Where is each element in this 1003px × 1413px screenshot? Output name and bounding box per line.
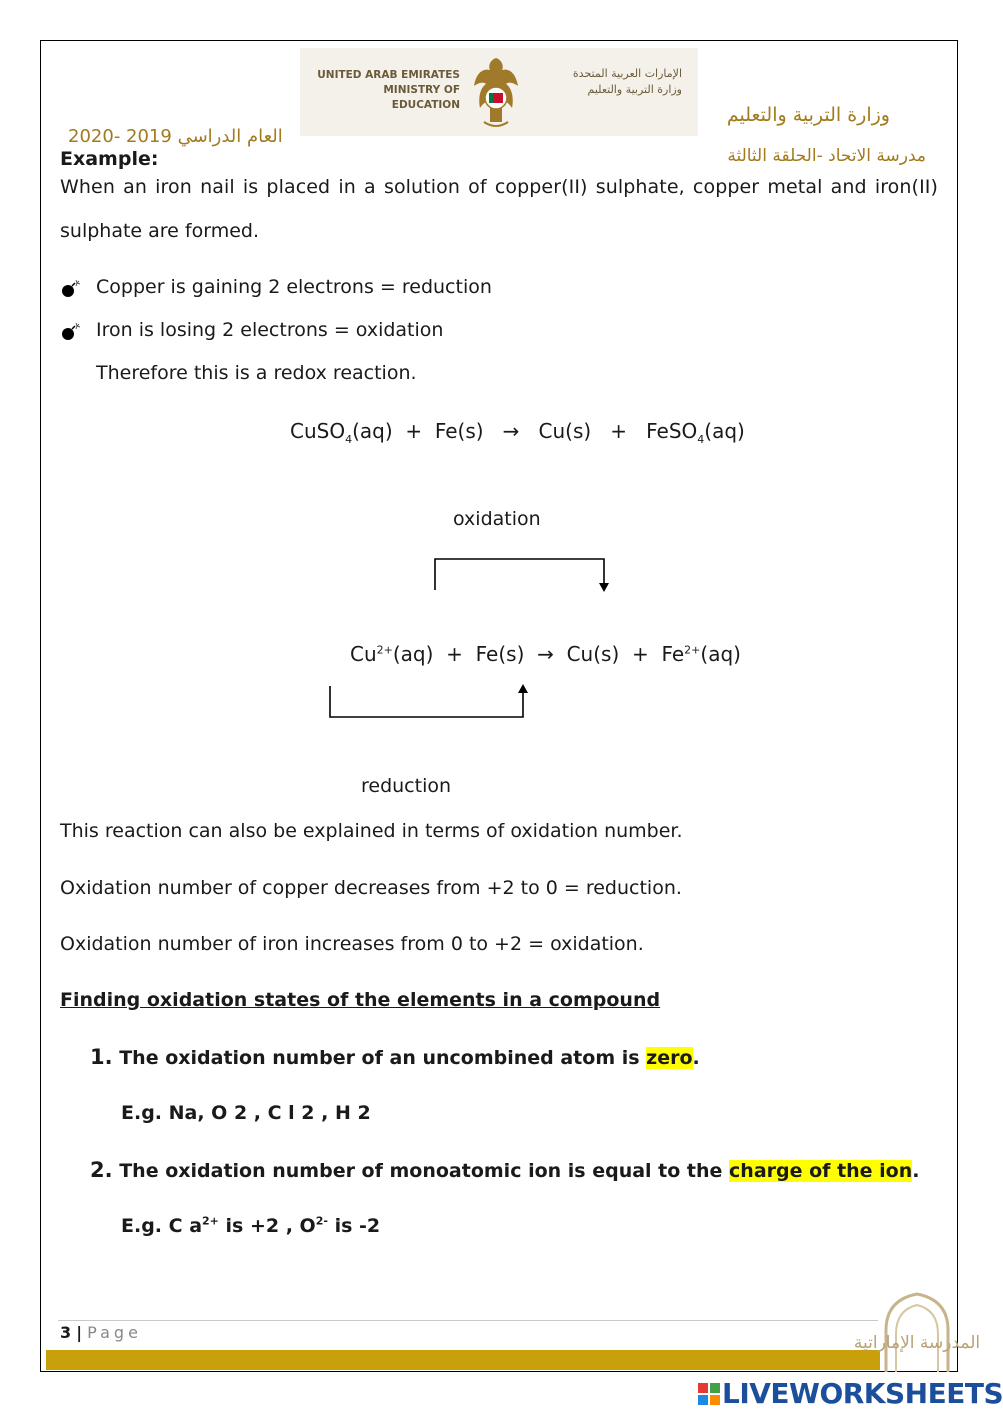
rule2-end: .	[912, 1160, 920, 1182]
rule2-eg-end: is -2	[334, 1215, 381, 1237]
bullet-copper: Copper is gaining 2 electrons = reduction	[96, 276, 492, 298]
footer-divider	[58, 1320, 878, 1321]
rule-2	[90, 1158, 919, 1182]
eq1-feso4: FeSO	[646, 419, 698, 443]
eq2-arrow: →	[537, 642, 554, 666]
bullet-iron: Iron is losing 2 electrons = oxidation	[96, 319, 444, 341]
eq2-fe-state: (aq)	[700, 642, 741, 666]
rules-heading: Finding oxidation states of the elements in a compound	[60, 989, 661, 1011]
moe-english	[312, 68, 460, 113]
footer-gold-bar	[46, 1350, 880, 1370]
eq1-feso4-state: (aq)	[704, 419, 745, 443]
rule1-end: .	[692, 1047, 700, 1069]
moe-ar-line2: وزارة التربية والتعليم	[587, 83, 682, 96]
moe-arabic	[522, 66, 682, 98]
oxidation-bracket-arrow	[425, 552, 615, 594]
rule2-highlight: charge of the ion	[729, 1160, 913, 1182]
eq1-arrow: →	[502, 419, 520, 443]
rule2-eg-mid: is +2 , O	[225, 1215, 316, 1237]
eq1-cuso4: CuSO	[290, 419, 346, 443]
eq2-plus1: +	[446, 642, 463, 666]
page-word: Page	[87, 1323, 142, 1342]
academic-year: العام الدراسي 2019 -2020	[68, 126, 283, 147]
rule1-highlight: zero	[646, 1047, 693, 1069]
eq2-fe-ion: Fe	[661, 642, 685, 666]
moe-ar-line1: الإمارات العربية المتحدة	[572, 67, 682, 80]
rule2-text: The oxidation number of monoatomic ion is equal to the	[119, 1160, 730, 1182]
equation-ionic	[350, 642, 741, 666]
eq2-plus2: +	[631, 642, 649, 666]
page-separator: |	[76, 1323, 83, 1342]
reduction-label: reduction	[361, 775, 452, 797]
oxidation-label: oxidation	[453, 508, 541, 530]
rule2-eg-ca-charge: 2+	[202, 1214, 219, 1228]
liveworksheets-logo-icon	[697, 1378, 721, 1410]
example-intro-line2: sulphate are formed.	[60, 220, 259, 242]
eq1-fe: Fe(s)	[434, 419, 484, 443]
rule2-example	[121, 1215, 380, 1237]
example-label: Example:	[60, 148, 159, 170]
eq2-cu: Cu(s)	[566, 642, 620, 666]
rule2-number: 2.	[90, 1158, 113, 1182]
rule1-text: The oxidation number of an uncombined atom is	[119, 1047, 647, 1069]
eq1-cu: Cu(s)	[538, 419, 592, 443]
eq1-plus2: +	[610, 419, 628, 443]
equation-molecular	[290, 419, 745, 446]
rule2-eg-prefix: E.g. C a	[121, 1215, 203, 1237]
uae-emblem-icon	[470, 52, 522, 132]
emirati-school-logo	[853, 1290, 981, 1374]
eq2-fe: Fe(s)	[475, 642, 525, 666]
eq1-cuso4-state: (aq)	[352, 419, 393, 443]
explanation-line2: Oxidation number of copper decreases from +2 to 0 = reduction.	[60, 877, 682, 899]
ministry-header-logo	[300, 48, 698, 136]
school-name-ar: مدرسة الاتحاد -الحلقة الثالثة	[727, 146, 926, 166]
eq2-cu-ion: Cu	[350, 642, 377, 666]
school-logo-word1: المدرسة الإماراتية	[853, 1333, 981, 1353]
explanation-line1: This reaction can also be explained in terms of oxidation number.	[60, 820, 683, 842]
reduction-bracket-arrow	[322, 680, 537, 722]
moe-en-line2: MINISTRY OF EDUCATION	[383, 84, 460, 111]
rule1-number: 1.	[90, 1045, 113, 1069]
eq1-sub4a: 4	[345, 433, 353, 446]
rule1-example: E.g. Na, O 2 , C l 2 , H 2	[121, 1102, 371, 1124]
liveworksheets-brand[interactable]: LIVEWORKSHEETS	[722, 1377, 1003, 1410]
eq2-cu-state: (aq)	[392, 642, 434, 666]
rule2-eg-o-charge: 2-	[315, 1214, 328, 1228]
moe-en-line1: UNITED ARAB EMIRATES	[317, 69, 460, 81]
ministry-title-ar: وزارة التربية والتعليم	[726, 104, 890, 126]
explanation-line3: Oxidation number of iron increases from 0 to +2 = oxidation.	[60, 933, 644, 955]
eq2-fe-charge: 2+	[684, 643, 701, 657]
page-number: 3	[60, 1323, 72, 1342]
eq2-cu-charge: 2+	[376, 643, 393, 657]
rule-1	[90, 1045, 700, 1069]
page-footer-label	[60, 1323, 142, 1342]
eq1-plus1: +	[405, 419, 423, 443]
therefore-text: Therefore this is a redox reaction.	[96, 362, 417, 384]
eq1-sub4b: 4	[697, 433, 705, 446]
example-intro-line1: When an iron nail is placed in a solution of copper(II) sulphate, copper metal and iron(II)	[60, 176, 938, 198]
bomb-bullet-icon	[60, 322, 82, 342]
bomb-bullet-icon	[60, 279, 82, 299]
